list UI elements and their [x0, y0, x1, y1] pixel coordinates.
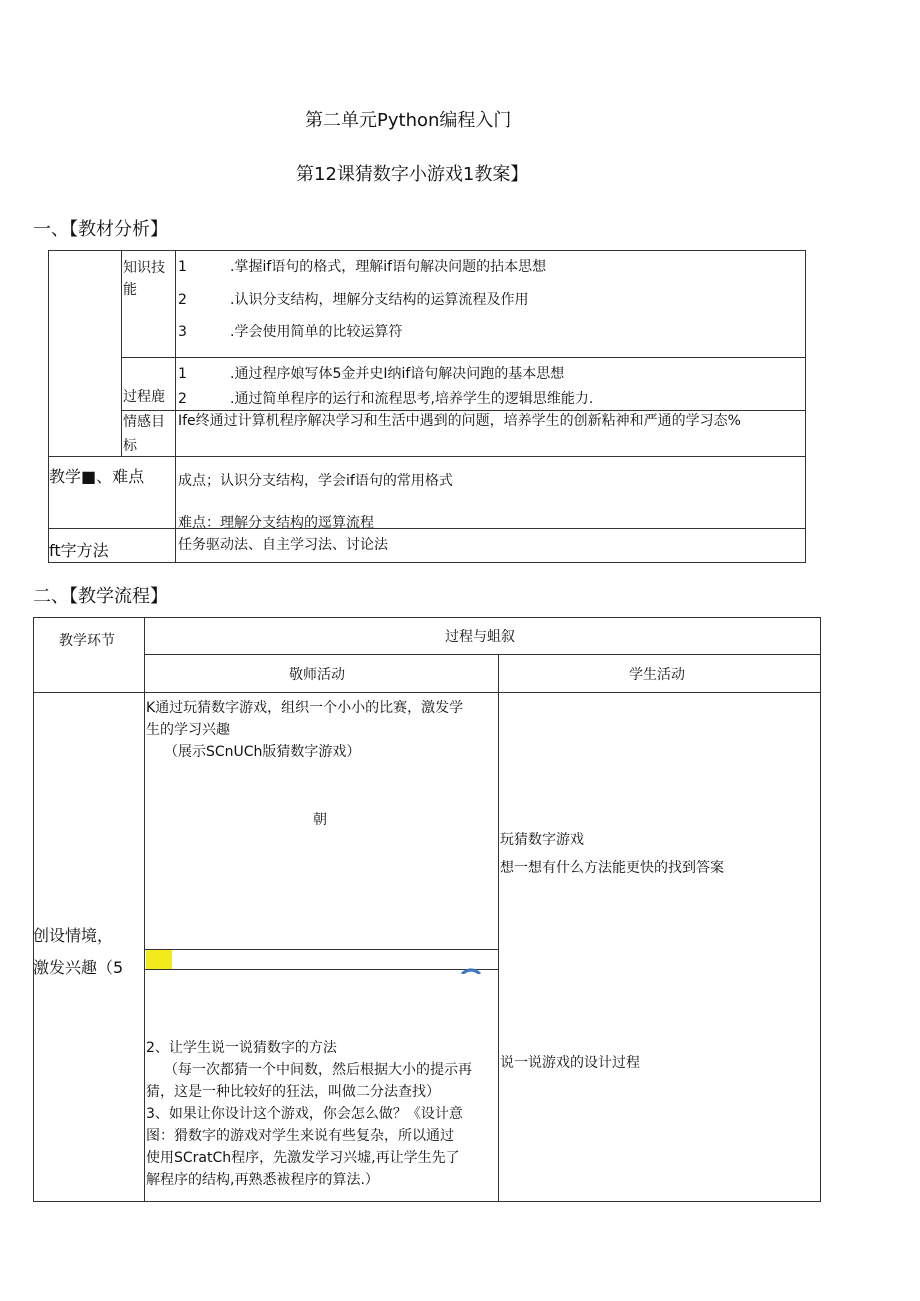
knowledge-item-3: 3 .学会使用简单的比较运算符 — [178, 324, 403, 340]
knowledge-label: 知识技 能 — [123, 260, 165, 298]
process-item-2: 2 .通过简单程序的运行和流程思考,培养学生的逻辑思维能力. — [178, 391, 594, 407]
lesson-title: 第12课猜数字小游戏1教案】 — [296, 164, 529, 185]
student-activity-2: 说一说游戏的设计过程 — [500, 1055, 640, 1071]
process-item-1: 1 .通过程序娘写体5金并史I纳if谙句解决问跑的基本思想 — [178, 366, 565, 382]
key-point-text: 成点；认识分支结构，学会if语句的常用格式 — [178, 473, 453, 489]
teacher-activity-steps: 2、让学生说一说猜数字的方法 （每一次都猜一个中间数，然后根据大小的提示再 猜，这是一种比较好的狂法，叫做二分法查找） 3、如果让你设计这个游戏，你会怎么做？《设计意 图：猾数字的游戏对学生来说有些复杂，所以通过 使用SCratCh程序，先激发学习兴墟,再让学生先了 解程序的结构,再熟悉袚程序的算法.） — [146, 1040, 472, 1188]
section-heading-process: 二、【教学流程】 — [33, 586, 168, 607]
image-caption: 朝 — [313, 812, 327, 828]
header-teacher: 敬师活动 — [289, 667, 345, 683]
knowledge-item-1: 1 .掌握if语句的格式，理解if语句解决问题的拈本思想 — [178, 259, 547, 275]
unit-title: 第二单元Python编程入门 — [305, 110, 512, 131]
student-activity-1: 玩猜数字游戏 想一想有什么方法能更快的找到答案 — [500, 832, 724, 876]
emotion-text: Ife终通过计算机程序解决学习和生活中遇到的问题，培养学生的创新粘神和严通的学习态% — [178, 413, 741, 429]
difficulty-text: 难点：理解分支结构的逕算流程 — [178, 515, 374, 531]
section-heading-materials: 一、【教材分析】 — [33, 219, 168, 240]
process-label: 过程鹿 — [123, 389, 165, 405]
knowledge-item-2: 2 .认识分支结构，埋解分支结构的运算流程及作用 — [178, 292, 529, 308]
header-student: 学生活动 — [629, 667, 685, 683]
blue-mark-icon — [460, 962, 482, 970]
header-stage: 教学环节 — [59, 633, 115, 649]
methods-text: 任务驱动法、自主学习法、讨论法 — [178, 537, 388, 553]
key-points-label: 教学■、难点 — [49, 467, 145, 486]
methods-label: ft字方法 — [49, 541, 109, 560]
header-process: 过程与蛆叙 — [445, 629, 515, 645]
stage-label: 创设情境， 激发兴趣（5 — [33, 926, 124, 977]
highlight-mark — [146, 950, 172, 969]
teacher-activity-intro: K通过玩猜数字游戏，组织一个小小的比赛，激发学 生的学习兴趣 （展示SCnUCh版猜数字游戏） — [146, 700, 464, 760]
emotion-label: 情感目 标 — [123, 414, 165, 454]
